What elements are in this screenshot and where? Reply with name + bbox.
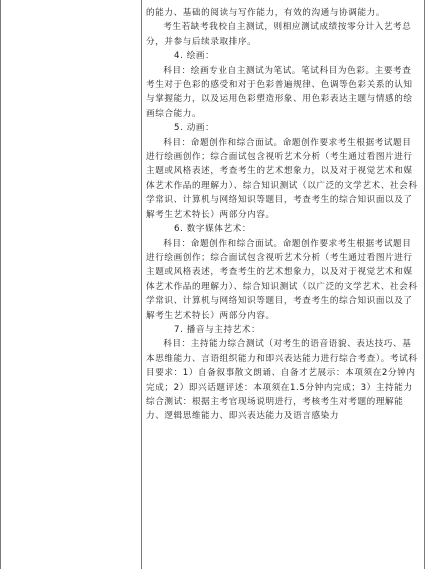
heading-painting: 4. 绘画： — [174, 51, 215, 62]
paragraph-absence-rule: 考生若缺考我校自主测试，则相应测试成绩按零分计入艺考总分，并参与后续录取排序。 — [146, 22, 412, 47]
heading-digital-media-art: 6. 数字媒体艺术： — [174, 224, 252, 235]
heading-animation: 5. 动画： — [174, 123, 215, 134]
paragraph-painting-subject: 科目：绘画专业自主测试为笔试。笔试科目为色彩。主要考查考生对于色彩的感受和对于色彩普遍规律、色调等色彩关系的认知与掌握能力，以及运用色彩塑造形象、用色彩表达主题与情感的绘画综合能力。 — [146, 65, 413, 119]
heading-broadcasting-hosting: 7. 播音与主持艺术： — [174, 324, 261, 335]
paragraph-animation-subject: 科目：命题创作和综合面试。命题创作要求考生根据考试题目进行绘画创作；综合面试包含视听艺术分析（考生通过看图片进行主题或风格表述，考查考生的艺术想象力，以及对于视觉艺术和媒体艺术作品的理解力）、综合知识测试（以广泛的文学艺术、社会科学常识、计算机与网络知识等题目，考查考生的综合知识面以及了解考生艺术特长）两部分内容。 — [146, 137, 418, 220]
table-border-left — [0, 0, 1, 569]
paragraph-broadcasting-subject: 科目：主持能力综合测试（对考生的语音语貌、表达技巧、基本思维能力、言语组织能力和即兴表达能力进行综合考查）。考试科目要求：1）自备叙事散文朗诵、自备才艺展示：本项须在2分钟内完成；2）即兴话题评述：本项须在1.5分钟内完成；3）主持能力综合测试：根据主考官现场说明进行，考核考生对考题的理解能力、逻辑思维能力、即兴表达能力及语言感染力 — [146, 339, 418, 422]
table-column-divider — [141, 0, 142, 569]
paragraph-ability: 的能力、基础的阅读与写作能力，有效的沟通与协调能力。 — [146, 8, 386, 18]
table-cell-content — [146, 6, 420, 566]
paragraph-digital-media-subject: 科目：命题创作和综合面试。命题创作要求考生根据考试题目进行绘画创作；综合面试包含视听艺术分析（考生通过看图片进行主题或风格表述，考查考生的艺术想象力，以及对于视觉艺术和媒体艺术作品的理解力）、综合知识测试（以广泛的文学艺术、社会科学常识、计算机与网络知识等题目，考查考生的综合知识面以及了解考生艺术特长）两部分内容。 — [146, 238, 418, 321]
